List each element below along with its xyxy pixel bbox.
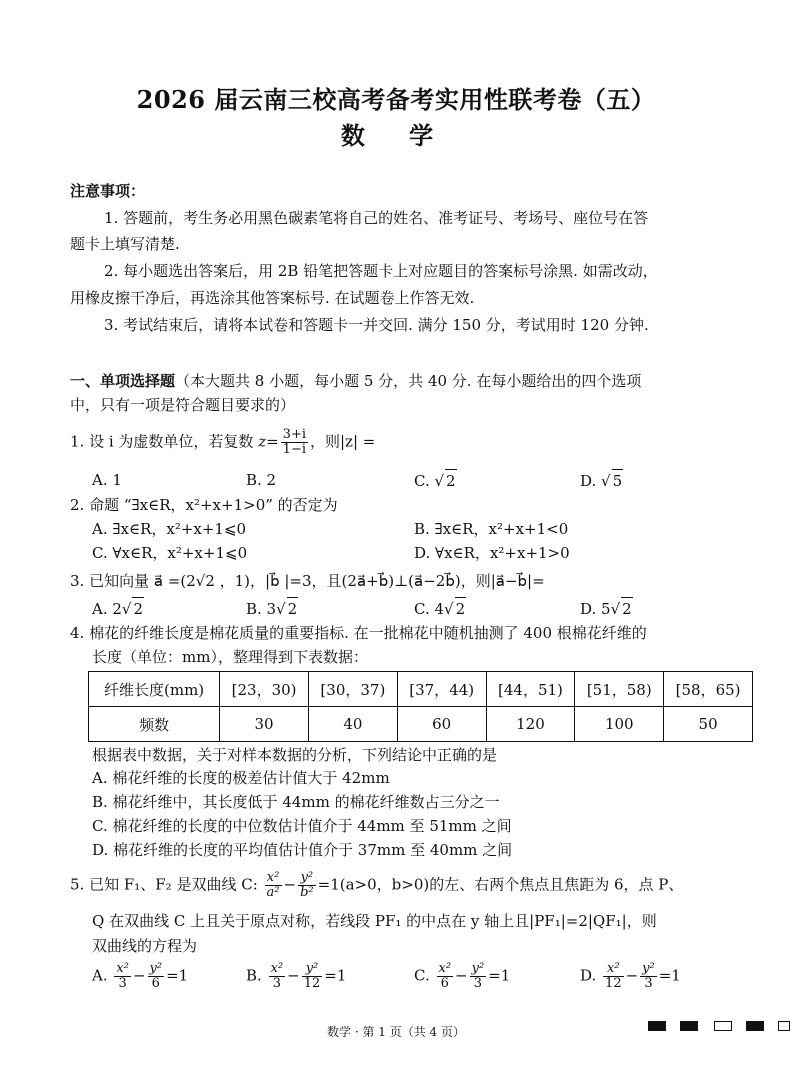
q5-option-d: D. $\frac{\text{x²}}{12}$ − $\frac{\text{y²}}{3}$ =1 — [580, 961, 681, 991]
exam-title: 2026 届云南三校高考备考实用性联考卷（五） — [136, 85, 656, 114]
note-1a: 1. 答题前，考生务必用黑色碳素笔将自己的姓名、准考证号、考场号、座位号在答 — [104, 209, 649, 227]
table-cell: 40 — [308, 707, 397, 742]
empty-mark-icon — [714, 1021, 732, 1031]
filled-mark-icon — [648, 1021, 666, 1031]
q1-option-b: B. 2 — [246, 471, 277, 489]
table-cell: 50 — [664, 707, 753, 742]
q5-option-b: B. $\frac{\text{x²}}{3}$ − $\frac{\text{y²}}{12}$ =1 — [246, 961, 347, 991]
filled-mark-icon — [680, 1021, 698, 1031]
q3-option-d: D. 5√ 2 — [580, 597, 633, 620]
q2-option-a: A. ∃x∈R，x²+x+1⩽0 — [92, 520, 247, 538]
page-footer: 数学 · 第 1 页（共 4 页） — [327, 1025, 465, 1039]
table-cell: [51，58) — [575, 672, 664, 707]
empty-mark-icon — [778, 1021, 790, 1031]
question-3-stem: 3. 已知向量 a⃗ =(2√2 ，1)，|b⃗ |=3，且(2a⃗+b⃗)⊥(a⃗−2b⃗)，则|a⃗−b⃗|= — [70, 572, 545, 590]
q1-option-c: C. √ 2 — [414, 469, 457, 492]
table-row — [89, 672, 753, 707]
note-2a: 2. 每小题选出答案后，用 2B 铅笔把答题卡上对应题目的答案标号涂黑. 如需改动， — [104, 262, 658, 280]
notes-heading: 注意事项： — [70, 182, 146, 200]
q5-option-a: A. $\frac{\text{x²}}{3}$ − $\frac{\text{y²}}{6}$ =1 — [92, 961, 189, 991]
question-2-stem: 2. 命题 “∃x∈R，x²+x+1>0” 的否定为 — [70, 496, 338, 514]
note-3: 3. 考试结束后，请将本试卷和答题卡一并交回. 满分 150 分，考试用时 120 分钟. — [104, 316, 649, 334]
q1-option-d: D. √ 5 — [580, 469, 623, 492]
note-2b: 用橡皮擦干净后，再选涂其他答案标号. 在试题卷上作答无效. — [70, 289, 475, 307]
q4-option-d: D. 棉花纤维的长度的平均值估计值介于 37mm 至 40mm 之间 — [92, 841, 513, 859]
section-1-desc-2: 中，只有一项是符合题目要求的） — [70, 396, 296, 414]
section-1-title: 一、单项选择题 — [70, 372, 176, 390]
table-cell: 100 — [575, 707, 664, 742]
q2-option-b: B. ∃x∈R，x²+x+1<0 — [414, 520, 569, 538]
table-cell: 120 — [486, 707, 575, 742]
fiber-length-table — [88, 671, 753, 742]
filled-mark-icon — [746, 1021, 764, 1031]
table-header-cell: 频数 — [89, 707, 220, 742]
section-1-line-1 — [70, 370, 641, 392]
table-cell: [30，37) — [308, 672, 397, 707]
table-cell: [37，44) — [397, 672, 486, 707]
table-row — [89, 707, 753, 742]
q4-option-c: C. 棉花纤维的长度的中位数估计值介于 44mm 至 51mm 之间 — [92, 817, 512, 835]
note-1b: 题卡上填写清楚. — [70, 235, 180, 253]
table-cell: 60 — [397, 707, 486, 742]
q3-option-b: B. 3√ 2 — [246, 597, 298, 620]
q4-option-a: A. 棉花纤维的长度的极差估计值大于 42mm — [92, 769, 390, 787]
question-4-stem-1: 4. 棉花的纤维长度是棉花质量的重要指标. 在一批棉花中随机抽测了 400 根棉花纤维的 — [70, 624, 647, 642]
q1-fraction: $\frac{3+i}{1-i}$ — [282, 427, 306, 457]
q3-option-c: C. 4√ 2 — [414, 597, 466, 620]
table-cell: [58，65) — [664, 672, 753, 707]
section-1-desc-1: （本大题共 8 小题，每小题 5 分，共 40 分. 在每小题给出的四个选项 — [175, 372, 642, 390]
table-cell: [44，51) — [486, 672, 575, 707]
table-header-cell: 纤维长度(mm) — [89, 672, 220, 707]
question-5-line-1: 5. 已知 F₁、F₂ 是双曲线 C: $\frac{\text{x²}}{\text{a²}}$ − $\frac{\text{y²}}{\text{b²}}$ =1(a>0，b>0)的左、右两个焦点且焦距为 6，点 P、 — [70, 870, 684, 900]
q5-option-c: C. $\frac{\text{x²}}{6}$ − $\frac{\text{y²}}{3}$ =1 — [414, 961, 511, 991]
question-4-prompt: 根据表中数据，关于对样本数据的分析，下列结论中正确的是 — [92, 746, 498, 764]
subject-title: 数 学 — [340, 121, 452, 150]
q5-fraction-x: $\frac{\text{x²}}{\text{a²}}$ — [266, 870, 280, 900]
question-5-line-2: Q 在双曲线 C 上且关于原点对称，若线段 PF₁ 的中点在 y 轴上且|PF₁|=2|QF₁|，则 — [92, 912, 657, 930]
q3-option-a: A. 2√ 2 — [92, 597, 144, 620]
q2-option-c: C. ∀x∈R，x²+x+1⩽0 — [92, 544, 248, 562]
table-cell: [23，30) — [220, 672, 309, 707]
q1-option-a: A. 1 — [92, 471, 122, 489]
q2-option-d: D. ∀x∈R，x²+x+1>0 — [414, 544, 570, 562]
question-1-stem: 1. 设 i 为虚数单位，若复数 z= $\frac{3+i}{1-i}$ ，则|z| = — [70, 427, 376, 457]
question-4-stem-2: 长度（单位：mm），整理得到下表数据： — [92, 648, 368, 666]
q5-fraction-y: $\frac{\text{y²}}{\text{b²}}$ — [300, 870, 314, 900]
q4-option-b: B. 棉花纤维中，其长度低于 44mm 的棉花纤维数占三分之一 — [92, 793, 500, 811]
table-cell: 30 — [220, 707, 309, 742]
question-5-line-3: 双曲线的方程为 — [92, 937, 198, 955]
